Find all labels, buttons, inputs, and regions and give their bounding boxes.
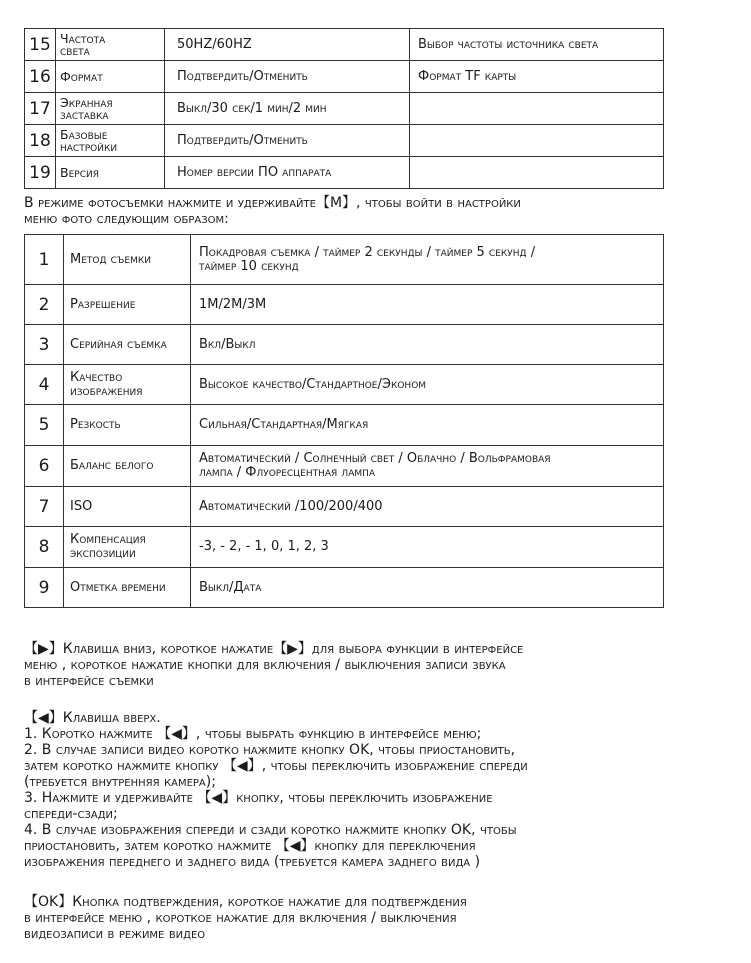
setting-value: Подтвердить/Отменить (165, 61, 410, 93)
setting-value: Сильная/Стандартная/Мягкая (191, 405, 664, 446)
setting-name: Серийная съемка (64, 325, 191, 365)
setting-name: Базовые настройки (56, 125, 165, 157)
setting-value: Автоматический / Солнечный свет / Облачно / Вольфрамовая лампа / Флуоресцентная лампа (191, 446, 664, 487)
setting-description (410, 157, 664, 189)
setting-name: Метод съемки (64, 235, 191, 285)
setting-value: Подтвердить/Отменить (165, 125, 410, 157)
table-row (25, 527, 664, 568)
setting-name: Частота света (56, 29, 165, 61)
setting-name: Качество изображения (64, 365, 191, 405)
setting-value: Высокое качество/Стандартное/Эконом (191, 365, 664, 405)
setting-name: Резкость (64, 405, 191, 446)
setting-description: Выбор частоты источника света (410, 29, 664, 61)
setting-value: 1M/2M/3M (191, 285, 664, 325)
setting-description (410, 125, 664, 157)
row-number: 18 (25, 125, 56, 157)
row-number: 19 (25, 157, 56, 189)
photo-menu-intro: В режиме фотосъемки нажмите и удерживайте【M】, чтобы войти в настройки меню фото следующим образом: (24, 195, 521, 227)
setting-name: Экранная заставка (56, 93, 165, 125)
row-number: 7 (25, 487, 64, 527)
setting-value: Выкл/30 сек/1 мин/2 мин (165, 93, 410, 125)
setting-value: -3, - 2, - 1, 0, 1, 2, 3 (191, 527, 664, 568)
table-row (25, 568, 664, 608)
setting-name: ISO (64, 487, 191, 527)
table-row (25, 235, 664, 285)
table-row (25, 285, 664, 325)
table-row (25, 29, 664, 61)
row-number: 9 (25, 568, 64, 608)
table-row (25, 446, 664, 487)
setting-name: Формат (56, 61, 165, 93)
setting-description: Формат TF карты (410, 61, 664, 93)
table-row (25, 61, 664, 93)
setting-name: Разрешение (64, 285, 191, 325)
table-row (25, 365, 664, 405)
photo-settings-table (24, 234, 664, 608)
row-number: 2 (25, 285, 64, 325)
setting-name: Компенсация экспозиции (64, 527, 191, 568)
row-number: 16 (25, 61, 56, 93)
setting-value: 50HZ/60HZ (165, 29, 410, 61)
table-row (25, 325, 664, 365)
table-row (25, 93, 664, 125)
row-number: 1 (25, 235, 64, 285)
setting-value: Выкл/Дата (191, 568, 664, 608)
setting-value: Номер версии ПО аппарата (165, 157, 410, 189)
setting-value: Вкл/Выкл (191, 325, 664, 365)
up-key-description: 【◀】Клавиша вверх. 1. Коротко нажмите 【◀】, чтобы выбрать функцию в интерфейсе меню; 2. В случае записи видео коротко нажмите кнопку OK, чтобы приостановить, затем коротко нажмите кнопку 【◀】, чтобы переключить изображение спереди (требуется внутренняя камера); 3. Нажмите и удерживайте 【◀】кнопку, чтобы переключить изображение спереди-сзади; 4. В случае изображения спереди и сзади коротко нажмите кнопку OK, чтобы приостановить, затем коротко нажмите 【◀】кнопку для переключения изображения переднего и заднего вида (требуется камера заднего вида ) (24, 710, 528, 870)
table-row (25, 125, 664, 157)
setting-description (410, 93, 664, 125)
setting-value: Покадровая съемка / таймер 2 секунды / таймер 5 секунд / таймер 10 секунд (191, 235, 664, 285)
row-number: 15 (25, 29, 56, 61)
table-row (25, 157, 664, 189)
row-number: 3 (25, 325, 64, 365)
row-number: 6 (25, 446, 64, 487)
ok-key-description: 【OK】Кнопка подтверждения, короткое нажатие для подтверждения в интерфейсе меню , короткое нажатие для включения / выключения видеозаписи в режиме видео (24, 894, 467, 942)
down-key-description: 【▶】Клавиша вниз, короткое нажатие【▶】для выбора функции в интерфейсе меню , короткое нажатие кнопки для включения / выключения записи звука в интерфейсе съемки (24, 641, 524, 689)
table-row (25, 487, 664, 527)
setting-name: Версия (56, 157, 165, 189)
row-number: 17 (25, 93, 56, 125)
setting-name: Баланс белого (64, 446, 191, 487)
setting-name: Отметка времени (64, 568, 191, 608)
table-row (25, 405, 664, 446)
row-number: 8 (25, 527, 64, 568)
settings-table-continued (24, 28, 664, 189)
setting-value: Автоматический /100/200/400 (191, 487, 664, 527)
row-number: 4 (25, 365, 64, 405)
row-number: 5 (25, 405, 64, 446)
